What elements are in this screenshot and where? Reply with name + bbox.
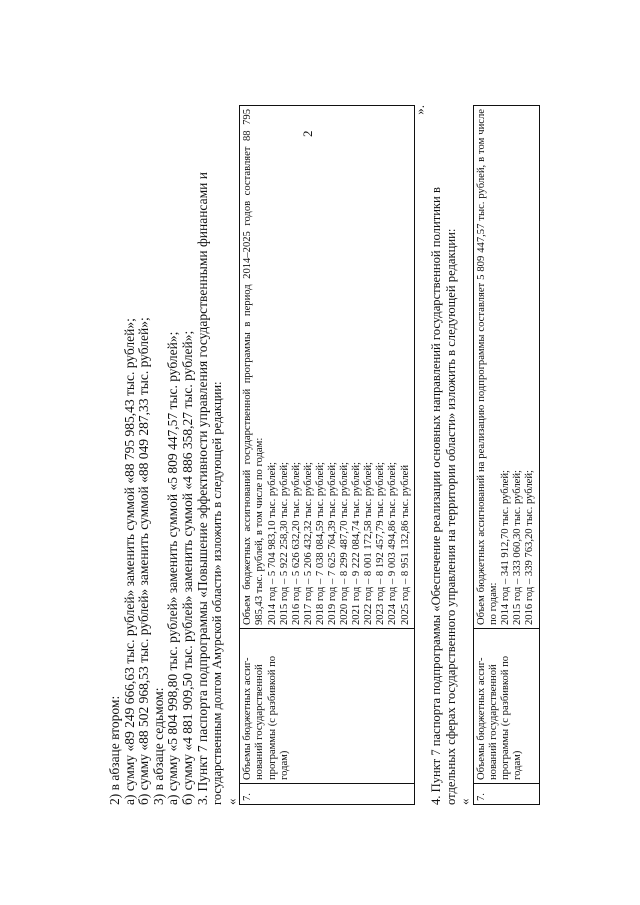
- list-item: 2016 год – 5 626 632,20 тыс. рублей;: [290, 462, 302, 625]
- text-line: б) сумму «4 881 909,50 тыс. рублей» заменить суммой «4 886 358,27 тыс. рублей»;: [179, 330, 195, 805]
- text-line: а) сумму «89 249 666,63 тыс. рублей» заменить суммой «88 795 985,43 тыс. рублей»;: [121, 318, 137, 805]
- row-value: [240, 106, 414, 629]
- list-item: 2019 год – 7 625 764,39 тыс. рублей;: [327, 462, 338, 625]
- value-intro: Объем бюджетных ассигнований государственной программы в период 2014–2025 годов составляет 88 795 985,43 тыс. рублей, в том числе по годам:: [242, 109, 266, 625]
- list-item: 2024 год – 9 003 494,86 тыс. рублей;: [387, 462, 399, 625]
- list-item: 2020 год – 8 299 487,70 тыс. рублей;: [339, 462, 351, 625]
- row-label: Объемы бюджетных ассигнований государственной программы (с разбивкой по годам): [474, 629, 539, 784]
- close-quote: ».: [411, 105, 427, 115]
- list-item: 2022 год – 8 001 172,58 тыс. рублей;: [363, 462, 375, 625]
- text-line: а) сумму «5 804 998,80 тыс. рублей» заменить суммой «5 809 447,57 тыс. рублей»;: [165, 331, 181, 805]
- page-number: 2: [300, 130, 315, 137]
- table-row: [240, 106, 414, 805]
- list-item: 2017 год – 5 206 432,32 тыс. рублей;: [302, 462, 314, 625]
- open-quote-2: «: [457, 798, 473, 805]
- item4-line2: отдельных сферах государственного управления на территории области» изложить в следующей редакции:: [443, 228, 458, 805]
- list-item: 2023 год – 8 192 457,79 тыс. рублей;: [375, 462, 387, 625]
- row-number: 7.: [240, 784, 414, 805]
- list-item: 2015 год – 333 060,30 тыс. рублей;: [512, 469, 524, 625]
- item3-line1: 3. Пункт 7 паспорта подпрограммы «Повышение эффективности управления государственными финансами и: [194, 172, 210, 805]
- list-item: 2021 год – 9 222 084,74 тыс. рублей;: [351, 462, 363, 625]
- text-line: 3) в абзаце седьмом:: [150, 687, 166, 805]
- year-list: [500, 109, 536, 625]
- item3-line2: государственным долгом Амурской области» изложить в следующей редакции:: [210, 381, 225, 805]
- budget-table-2: [473, 105, 539, 805]
- value-intro: Объем бюджетных ассигнований на реализацию подпрограммы составляет 5 809 447,57 тыс. рублей, в том числе по годам:: [476, 109, 500, 625]
- open-quote: «: [223, 798, 239, 805]
- list-item: 2014 год – 341 912,70 тыс. рублей;: [500, 469, 512, 625]
- list-item: 2015 год – 5 922 258,30 тыс. рублей;: [278, 462, 290, 625]
- list-item: 2025 год – 8 951 132,86 тыс. рублей: [399, 464, 411, 625]
- list-item: 2018 год – 7 038 084,59 тыс. рублей;: [314, 462, 326, 625]
- row-label: Объемы бюджетных ассигнований государственной программы (с разбивкой по годам): [240, 629, 414, 784]
- document-body: [108, 105, 540, 805]
- text-line: 2) в абзаце втором:: [107, 695, 122, 805]
- row-number: 7.: [474, 784, 539, 805]
- list-item: 2014 год – 5 704 983,10 тыс. рублей;: [266, 462, 278, 625]
- table-row: [474, 106, 539, 805]
- item4-line1: 4. Пункт 7 паспорта подпрограммы «Обеспечение реализации основных направлений государственной политики в: [429, 187, 444, 805]
- row-value: [474, 106, 539, 629]
- budget-table-1: [239, 105, 414, 805]
- list-item: 2016 год – 339 763,20 тыс. рублей;: [524, 469, 536, 625]
- year-list: [267, 109, 412, 625]
- text-line: б) сумму «88 502 968,53 тыс. рублей» заменить суммой «88 049 287,33 тыс. рублей»;: [136, 317, 152, 805]
